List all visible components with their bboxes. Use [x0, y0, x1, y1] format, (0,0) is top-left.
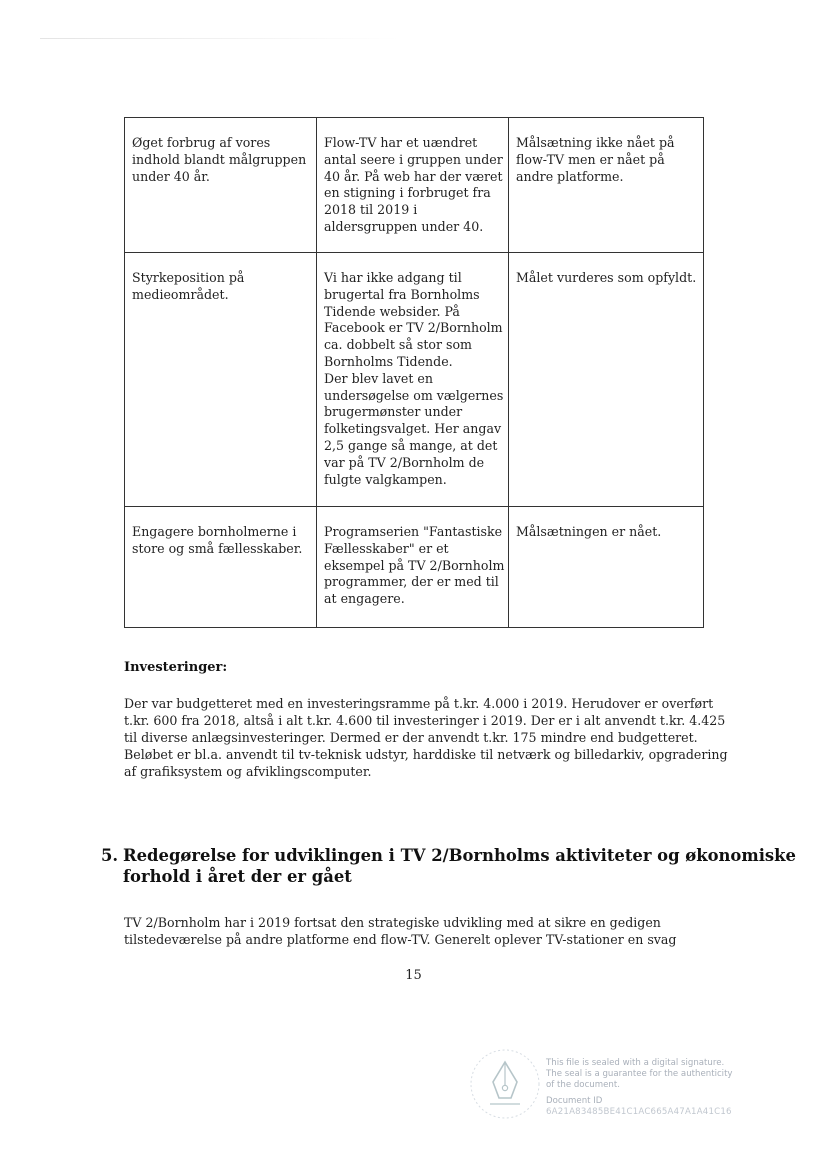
paragraph-line: t.kr. 600 fra 2018, altså i alt t.kr. 4.600 til investeringer i 2019. Der er i alt anvendt t.kr. 4.425: [124, 713, 726, 728]
goals-table: [124, 117, 704, 628]
result-text-line: antal seere i gruppen under: [324, 151, 503, 167]
goal-cell: [125, 253, 317, 507]
result-text-line: brugermønster under: [324, 404, 463, 420]
result-text-line: Facebook er TV 2/Bornholm: [324, 320, 503, 336]
result-text-line: Fællesskaber" er et: [324, 540, 449, 556]
result-text-line: aldersgruppen under 40.: [324, 218, 484, 234]
goal-text-line: Styrkeposition på: [132, 270, 245, 285]
seal-text-line: This file is sealed with a digital signature.: [546, 1058, 725, 1068]
result-cell: [317, 118, 509, 253]
digital-seal-notice: [546, 1058, 733, 1118]
result-cell: [317, 507, 509, 628]
goal-text-line: Engagere bornholmerne i: [132, 524, 297, 539]
result-cell: [317, 253, 509, 507]
result-text-line: at engagere.: [324, 591, 405, 607]
result-text-line: fulgte valgkampen.: [324, 471, 447, 487]
paragraph-line: til diverse anlægsinvesteringer. Dermed er der anvendt t.kr. 175 mindre end budgetteret.: [124, 730, 698, 745]
section-5-paragraph: [124, 914, 724, 948]
document-id-value: 6A21A83485BE41C1AC665A47A1A41C16: [546, 1107, 732, 1117]
table-row: [125, 253, 704, 507]
goal-text-line: Øget forbrug af vores: [132, 135, 271, 150]
result-text-line: Flow-TV har et uændret: [324, 135, 478, 150]
seal-text-line: of the document.: [546, 1080, 620, 1090]
goal-text-line: indhold blandt målgruppen: [132, 151, 307, 167]
page-number: 15: [405, 968, 422, 983]
goal-cell: [125, 507, 317, 628]
table-row: [125, 118, 704, 253]
result-text-line: 40 år. På web har der været: [324, 168, 503, 184]
result-text-line: eksempel på TV 2/Bornholm: [324, 557, 505, 573]
section-title-line: forhold i året der er gået: [123, 867, 352, 886]
assessment-cell: [509, 118, 704, 253]
assessment-cell: [509, 253, 704, 507]
paragraph-line: af grafiksystem og afviklingscomputer.: [124, 764, 372, 779]
result-text-line: Bornholms Tidende.: [324, 353, 453, 369]
section-number: 5.: [101, 846, 119, 865]
result-text-line: brugertal fra Bornholms: [324, 286, 480, 302]
result-text-line: undersøgelse om vælgernes: [324, 387, 504, 403]
result-text-line: 2,5 gange så mange, at det: [324, 437, 498, 453]
investments-paragraph: [124, 695, 728, 780]
result-text-line: folketingsvalget. Her angav: [324, 421, 502, 437]
result-text-line: Tidende websider. På: [324, 303, 460, 319]
investments-heading: Investeringer:: [124, 660, 228, 675]
result-text-line: var på TV 2/Bornholm de: [324, 454, 485, 470]
goal-cell: [125, 118, 317, 253]
seal-text-line: The seal is a guarantee for the authenticity: [546, 1069, 733, 1079]
result-text-line: Vi har ikke adgang til: [324, 270, 462, 285]
paragraph-line: Beløbet er bl.a. anvendt til tv-teknisk udstyr, harddiske til netværk og billedarkiv, opgradering: [124, 747, 728, 762]
table-row: [125, 507, 704, 628]
paragraph-line: TV 2/Bornholm har i 2019 fortsat den strategiske udvikling med at sikre en gedigen: [124, 915, 661, 930]
page-top-line: [40, 38, 400, 39]
assessment-text-line: Målet vurderes som opfyldt.: [516, 270, 697, 285]
result-text-line: 2018 til 2019 i: [324, 202, 418, 218]
section-title-line: Redegørelse for udviklingen i TV 2/Bornholms aktiviteter og økonomiske: [123, 846, 796, 865]
assessment-text-line: Målsætningen er nået.: [516, 524, 662, 539]
result-text-line: Der blev lavet en: [324, 370, 433, 386]
goal-text-line: store og små fællesskaber.: [132, 540, 303, 556]
result-text-line: ca. dobbelt så stor som: [324, 337, 472, 353]
result-text-line: programmer, der er med til: [324, 574, 499, 590]
result-text-line: Programserien "Fantastiske: [324, 524, 503, 539]
paragraph-line: tilstedeværelse på andre platforme end flow-TV. Generelt oplever TV-stationer en svag: [124, 932, 677, 947]
section-title: [123, 845, 796, 887]
seal-pen-icon: [467, 1044, 543, 1124]
document-id-label: Document ID: [546, 1096, 603, 1106]
assessment-text-line: Målsætning ikke nået på: [516, 135, 675, 150]
result-text-line: en stigning i forbruget fra: [324, 185, 491, 201]
assessment-cell: [509, 507, 704, 628]
goal-text-line: medieområdet.: [132, 286, 229, 302]
paragraph-line: Der var budgetteret med en investeringsramme på t.kr. 4.000 i 2019. Herudover er overført: [124, 696, 714, 711]
goal-text-line: under 40 år.: [132, 168, 210, 184]
assessment-text-line: flow-TV men er nået på: [516, 151, 665, 167]
assessment-text-line: andre platforme.: [516, 168, 624, 184]
